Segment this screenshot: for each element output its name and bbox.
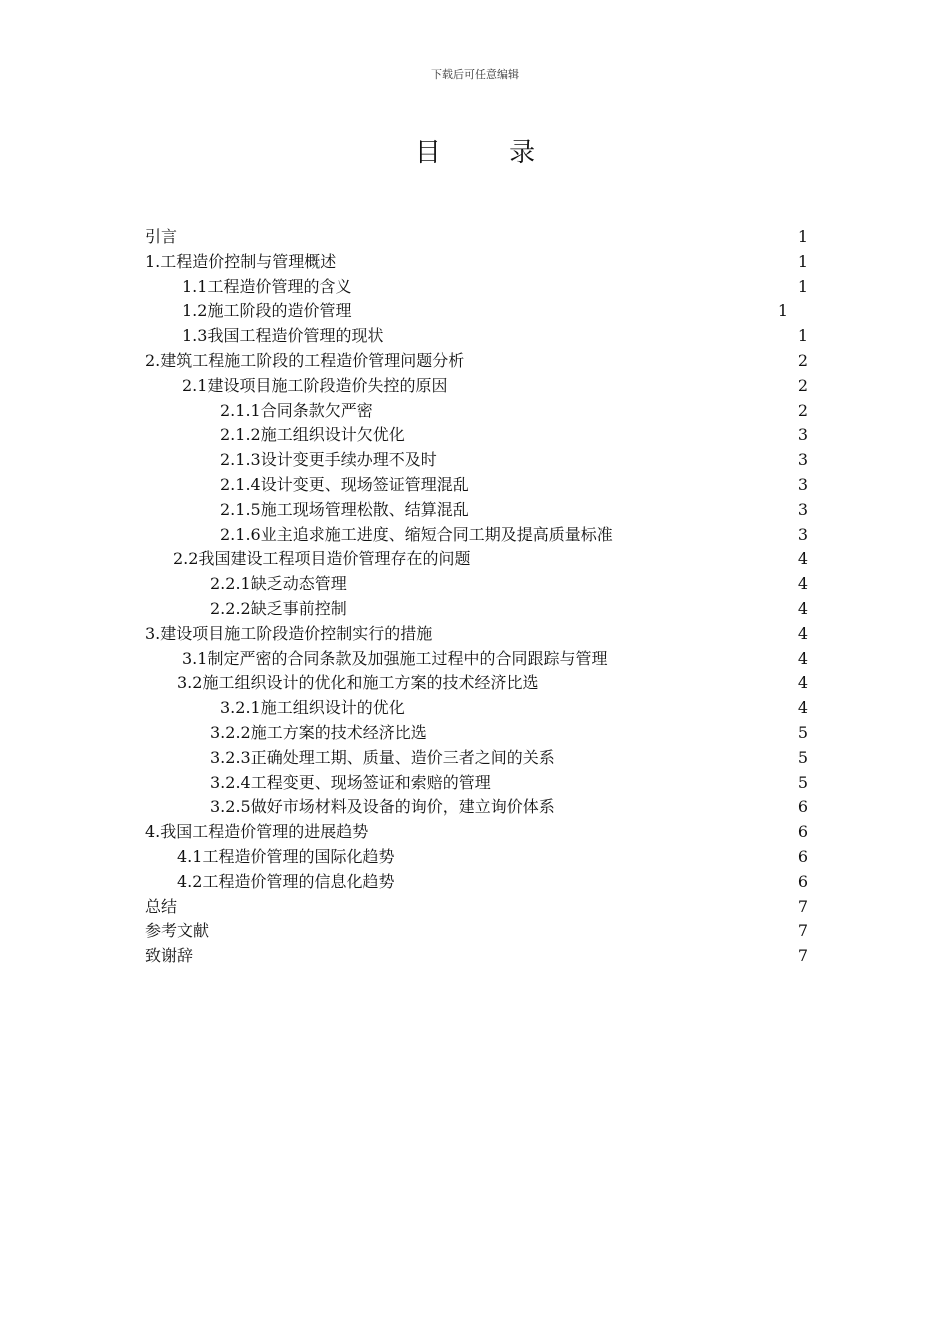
toc-entry-page: 7: [797, 896, 808, 916]
toc-entry-label: 2.1.6业主追求施工进度、缩短合同工期及提高质量标准: [220, 524, 613, 544]
toc-entry[interactable]: [0, 448, 950, 473]
toc-entry-page: 6: [797, 847, 808, 866]
toc-entry-page: 3: [797, 425, 808, 445]
toc-entry[interactable]: [0, 399, 950, 424]
toc-entry[interactable]: [0, 795, 950, 820]
toc-entry-page: 6: [797, 822, 808, 842]
toc-entry-label: 4.1工程造价管理的国际化趋势: [177, 847, 395, 866]
toc-entry-page: 6: [797, 871, 808, 891]
toc-entry-page: 1: [797, 326, 808, 346]
toc-entry-label: 3.2.5做好市场材料及设备的询价，建立询价体系: [210, 797, 555, 817]
toc-entry-page: 2: [797, 351, 808, 370]
toc-entry-page: 2: [797, 375, 808, 395]
toc-entry-page: 4: [797, 698, 808, 718]
toc-entry-page: 7: [797, 946, 808, 966]
toc-entry-page: 5: [797, 723, 808, 742]
toc-entry[interactable]: [0, 696, 950, 721]
toc-entry[interactable]: [0, 547, 950, 572]
toc-entry-label: 4.2工程造价管理的信息化趋势: [177, 871, 395, 891]
toc-entry[interactable]: [0, 275, 950, 300]
toc-entry-page: 4: [797, 574, 808, 594]
toc-entry-label: 1.2施工阶段的造价管理: [182, 301, 352, 321]
toc-entry-page: 4: [797, 599, 808, 618]
toc-entry[interactable]: [0, 944, 950, 969]
toc-entry-label: 1.3我国工程造价管理的现状: [182, 326, 384, 346]
toc-entry-label: 3.1制定严密的合同条款及加强施工过程中的合同跟踪与管理: [182, 648, 608, 668]
toc-entry-label: 2.1.2施工组织设计欠优化: [220, 425, 405, 445]
toc-entry[interactable]: [0, 746, 950, 771]
toc-entry-page: 1: [797, 251, 808, 271]
toc-entry-page: 3: [797, 499, 808, 519]
toc-entry[interactable]: [0, 919, 950, 944]
toc-entry[interactable]: [0, 622, 950, 647]
toc-entry[interactable]: [0, 324, 950, 349]
toc-entry[interactable]: [0, 299, 950, 324]
toc-entry-page: 1: [797, 276, 808, 296]
toc-entry[interactable]: [0, 423, 950, 448]
toc-entry-label: 3.建设项目施工阶段造价控制实行的措施: [145, 623, 433, 643]
toc-entry-label: 2.1.1合同条款欠严密: [220, 400, 373, 420]
toc-entry-label: 3.2施工组织设计的优化和施工方案的技术经济比选: [177, 673, 539, 693]
toc-entry-label: 2.2.2缺乏事前控制: [210, 599, 347, 618]
toc-entry[interactable]: [0, 895, 950, 920]
toc-entry-page: 4: [797, 648, 808, 668]
toc-entry[interactable]: [0, 374, 950, 399]
toc-entry-label: 2.2我国建设工程项目造价管理存在的问题: [173, 549, 471, 569]
toc-entry[interactable]: [0, 523, 950, 548]
toc-entry-page: 5: [797, 772, 808, 792]
toc-entry-page: 5: [797, 747, 808, 767]
toc-entry[interactable]: [0, 820, 950, 845]
page-header-note: 下载后可任意编辑: [431, 68, 519, 81]
toc-entry[interactable]: [0, 498, 950, 523]
toc-entry[interactable]: [0, 845, 950, 870]
toc-entry-label: 2.1.3设计变更手续办理不及时: [220, 450, 437, 470]
toc-entry[interactable]: [0, 721, 950, 746]
toc-entry[interactable]: [0, 473, 950, 498]
toc-entry-label: 引言: [145, 227, 178, 246]
toc-entry[interactable]: [0, 771, 950, 796]
toc-entry-label: 3.2.2施工方案的技术经济比选: [210, 723, 427, 742]
toc-entry[interactable]: [0, 870, 950, 895]
toc-entry[interactable]: [0, 671, 950, 696]
toc-entry-label: 2.2.1缺乏动态管理: [210, 574, 347, 594]
toc-entry-label: 4.我国工程造价管理的进展趋势: [145, 822, 369, 842]
toc-entry-label: 2.1.5施工现场管理松散、结算混乱: [220, 499, 469, 519]
toc-entry-label: 2.1建设项目施工阶段造价失控的原因: [182, 375, 448, 395]
toc-entry[interactable]: [0, 572, 950, 597]
toc-entry-label: 参考文献: [145, 921, 210, 941]
toc-entry-label: 2.1.4设计变更、现场签证管理混乱: [220, 475, 469, 494]
toc-entry-label: 总结: [145, 896, 178, 916]
toc-entry-label: 致谢辞: [145, 946, 194, 966]
toc-entry-label: 3.2.1施工组织设计的优化: [220, 698, 405, 718]
toc-entry-page: 4: [797, 623, 808, 643]
toc-entry-page: 7: [797, 921, 808, 941]
toc-entry-page: 6: [797, 797, 808, 817]
toc-entry-label: 1.工程造价控制与管理概述: [145, 251, 337, 271]
toc-entry-label: 1.1工程造价管理的含义: [182, 276, 352, 296]
toc-entry-label: 3.2.4工程变更、现场签证和索赔的管理: [210, 772, 491, 792]
toc-entry[interactable]: [0, 647, 950, 672]
toc-entry-page: 3: [797, 475, 808, 494]
page-title: 目 录: [414, 138, 566, 168]
toc-entry-page: 1: [777, 301, 788, 321]
toc-entry-page: 3: [797, 450, 808, 470]
toc-entry[interactable]: [0, 225, 950, 250]
toc-entry[interactable]: [0, 349, 950, 374]
toc-entry-page: 4: [797, 549, 808, 569]
toc-entry[interactable]: [0, 597, 950, 622]
toc-entry-page: 1: [797, 227, 808, 246]
toc-entry-label: 2.建筑工程施工阶段的工程造价管理问题分析: [145, 351, 465, 370]
toc-entry-page: 3: [797, 524, 808, 544]
toc-entry-page: 4: [797, 673, 808, 693]
toc-entry-page: 2: [797, 400, 808, 420]
toc-entry-label: 3.2.3正确处理工期、质量、造价三者之间的关系: [210, 747, 555, 767]
toc-entry[interactable]: [0, 250, 950, 275]
